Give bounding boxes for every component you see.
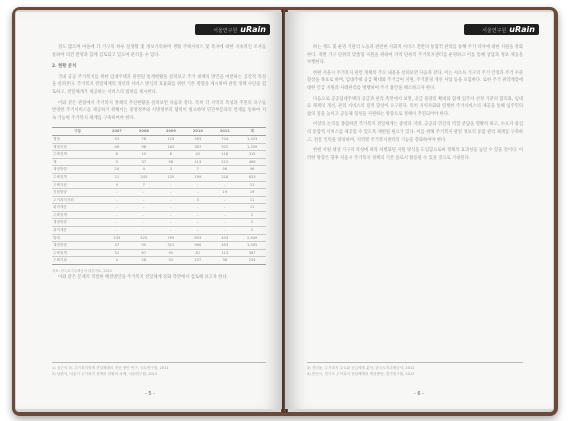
table-cell: 113	[211, 249, 238, 257]
table-cell: 31	[103, 249, 130, 257]
table-cell: 행정	[52, 135, 103, 143]
table-cell: 1,423	[238, 135, 266, 143]
table-cell: -	[157, 204, 184, 212]
table-cell: 42	[184, 151, 211, 159]
right-page	[285, 12, 553, 409]
paragraph: 이상의 논의를 종합하면 주거복지 전달체계는 중앙과 지방, 공공과 민간의 역할 분담을 명확히 하고, 수요자 중심의 통합적 서비스를 제공할 수 있도록 재편될 필요가 있다. 이를 위해 주거복지 관련 정보의 통합 관리 체계를 구축하고, 전문 인력을 양성하며, 지역별 주거복지센터의 기능을 강화하여야 한다.	[307, 122, 523, 143]
table-row	[52, 211, 266, 219]
table-row	[52, 204, 266, 212]
table-cell: -	[103, 196, 130, 204]
table-cell: 7	[184, 166, 211, 174]
table-cell: -	[157, 219, 184, 227]
table-cell: 113	[184, 158, 211, 166]
table-header-cell: 2009	[157, 128, 184, 136]
table-cell: 재정지원	[52, 143, 103, 151]
table-cell: 재정방향	[52, 219, 103, 227]
table-cell: -	[103, 204, 130, 212]
table-cell: 960	[184, 242, 211, 250]
paragraph: 정도 많으며 마을에 각 가구의 하루 실생활 및 정보기록하며 생활 주택서비스 및 복지에 대한 지속적인 조사를 통하여 의견 반영과 함께 검토되고 있으며 분석을 수 있다.	[52, 45, 266, 58]
table-cell: 2	[238, 227, 266, 235]
table-cell: 233	[103, 234, 130, 242]
paragraph: 다음으로 공공임대주택의 공급과 관리 측면에서 보면, 공급 물량의 확대와 함께 입주자 선정 기준의 합리화, 임대료 체계의 개선, 관리 서비스의 질적 향상이 요구된다. 특히 지역사회와 연계한 주거서비스의 제공을 통해 입주민의 삶의 질을 높이고 공동체 형성을 지원하는 방향으로 정책이 추진되어야 한다.	[307, 96, 523, 117]
data-table	[52, 127, 266, 265]
table-cell: 525	[130, 234, 157, 242]
footnote: 3) 진미윤, 주거복지 수요와 공급체계 분석, 한국토지주택공사, 2012	[307, 366, 415, 370]
table-cell: 218	[211, 173, 238, 181]
table-cell: -	[184, 181, 211, 189]
table-cell: 283	[184, 135, 211, 143]
table-header-cell: 계	[238, 128, 266, 136]
footnote: 4) 봉인식, 경기도 주거복지 전달체계의 개선방안, 경기연구원, 2011	[307, 372, 415, 376]
table-cell: 522	[211, 143, 238, 151]
table-cell: -	[130, 204, 157, 212]
table-cell: 799	[157, 234, 184, 242]
table-cell: 주택정책	[52, 211, 103, 219]
paragraph: 이와 같은 문제의 적절한 해결방안을 주거복지 전달체계 강화 측면에서 검토해 보고자 한다.	[58, 275, 228, 281]
table-cell: 주택정책	[52, 249, 103, 257]
table-row	[52, 143, 266, 151]
table-cell: 2	[238, 211, 266, 219]
table-cell: 2,649	[238, 234, 266, 242]
table-cell: -	[157, 181, 184, 189]
table-cell: 취약계층	[52, 227, 103, 235]
table-cell: -	[157, 189, 184, 197]
left-footnotes	[52, 362, 266, 377]
table-cell: -	[184, 219, 211, 227]
table-source-note: 자료: 한국토지주택공사 내부자료, 2012	[52, 269, 112, 274]
table-row	[52, 173, 266, 181]
table-cell: -	[157, 211, 184, 219]
table-cell: 주택정책	[52, 173, 103, 181]
paragraph: 하는 제도 및 운영 기관의 노동과 관련한 사회적 서비스 전반의 통합적 관리를 통해 주거 약자에 대한 지원을 강화한다. 개별 가구 단위의 맞춤형 지원을 위하여 지역 단위의 주거복지센터를 운영하고 이를 통해 상담과 정보 제공을 수행한다.	[307, 45, 524, 66]
table-cell: 24	[103, 166, 130, 174]
table-cell: 98	[157, 158, 184, 166]
brand-small-text: 서울연구원	[213, 28, 238, 34]
table-cell: -	[211, 227, 238, 235]
table-cell: 주거복지지원	[52, 196, 103, 204]
table-header-cell: 2008	[130, 128, 157, 136]
table-cell: -	[130, 211, 157, 219]
table-row	[52, 242, 266, 250]
table-cell: 56	[211, 166, 238, 174]
table-cell: 135	[157, 173, 184, 181]
table-cell: 주택지원	[52, 257, 103, 265]
table-cell: 162	[157, 143, 184, 151]
table-row	[52, 181, 266, 189]
table-cell: 387	[184, 143, 211, 151]
table-cell: 4	[103, 257, 130, 265]
page-number-left: - 5 -	[145, 391, 155, 397]
table-row	[52, 219, 266, 227]
table-cell: -	[184, 227, 211, 235]
table-cell: 11	[238, 196, 266, 204]
table-cell: 19	[211, 189, 238, 197]
footnote: 1) 심근석 외, 주거복지정책 전달체계의 개선 방안 연구, 국토연구원, 2011	[52, 366, 169, 370]
table-cell: -	[211, 181, 238, 189]
left-page-content	[52, 44, 266, 379]
table-cell: 118	[211, 151, 238, 159]
table-cell: 387	[238, 249, 266, 257]
table-cell: 4	[103, 181, 130, 189]
table-cell: -	[103, 211, 130, 219]
table-cell: 21	[103, 173, 130, 181]
table-cell: 주택정책	[52, 151, 103, 159]
table-cell: 53	[103, 135, 130, 143]
brand-logo-text: uRain	[509, 25, 535, 34]
table-cell: 453	[211, 242, 238, 250]
table-cell: 67	[130, 249, 157, 257]
table-row	[52, 257, 266, 265]
left-page	[16, 12, 284, 409]
table-cell: 37	[130, 158, 157, 166]
table-cell: 5	[103, 158, 130, 166]
table-cell: 137	[184, 257, 211, 265]
table-cell: 합계	[52, 234, 103, 242]
table-cell: 11	[238, 204, 266, 212]
table-cell: 1,455	[238, 242, 266, 250]
table-cell: 81	[184, 249, 211, 257]
page-number-right: - 6 -	[414, 391, 424, 397]
table-cell: 95	[157, 249, 184, 257]
table-cell: 지원방향	[52, 189, 103, 197]
table-cell: 재정방향	[52, 242, 103, 250]
table-row	[52, 196, 266, 204]
table-cell: 90	[130, 242, 157, 250]
table-cell: 8	[103, 151, 130, 159]
table-row	[52, 189, 266, 197]
table-header-row	[52, 128, 266, 136]
table-row	[52, 151, 266, 159]
table-cell: -	[103, 219, 130, 227]
table-cell: 78	[130, 135, 157, 143]
table-cell: 취약계층	[52, 204, 103, 212]
table-cell: 7	[130, 181, 157, 189]
table-cell: -	[184, 189, 211, 197]
table-cell: 125	[157, 135, 184, 143]
table-cell: 633	[238, 173, 266, 181]
table-cell: 28	[130, 257, 157, 265]
table-cell: -	[103, 189, 130, 197]
table-cell: -	[211, 219, 238, 227]
table-cell: -	[130, 227, 157, 235]
table-cell: -	[211, 211, 238, 219]
table-cell: -	[157, 196, 184, 204]
table-cell: -	[103, 227, 130, 235]
table-cell: 32	[157, 257, 184, 265]
table-cell: 4	[130, 166, 157, 174]
table-cell: -	[211, 204, 238, 212]
table-cell: -	[184, 211, 211, 219]
table-cell: 468	[238, 158, 266, 166]
table-cell: 3	[157, 166, 184, 174]
table-header-cell: 구분	[52, 128, 103, 136]
table-cell: 주택지원	[52, 181, 103, 189]
table-cell: -	[130, 196, 157, 204]
brand-logo	[195, 24, 270, 35]
table-cell: 46	[103, 143, 130, 151]
table-cell: 724	[211, 135, 238, 143]
right-footnotes	[307, 362, 523, 377]
table-cell: -	[184, 204, 211, 212]
table-cell: 2	[238, 219, 266, 227]
table-row	[52, 227, 266, 235]
table-cell: 재정방향	[52, 166, 103, 174]
table-cell: -	[157, 227, 184, 235]
table-header-cell: 2007	[103, 128, 130, 136]
table-cell: -	[130, 189, 157, 197]
table-cell: 11	[238, 181, 266, 189]
table-header-cell: 2011	[211, 128, 238, 136]
table-header-cell: 2010	[184, 128, 211, 136]
table-cell: 98	[130, 143, 157, 151]
table-cell: 38	[211, 257, 238, 265]
table-cell: 37	[103, 242, 130, 250]
table-row	[52, 249, 266, 257]
table-cell: 234	[238, 257, 266, 265]
table-cell: 215	[211, 158, 238, 166]
table-cell: 3	[184, 196, 211, 204]
paragraph: 국내 공공 주거복지를 위한 임대주택과 관련된 통계현황을 살펴보고 주거 대책의 방안을 마련하는 공간적 특성을 살펴본다. 주거복지 전달체계의 개선과 서비스 방식의 효율화를 위한 기본 방향을 제시하며 관련 정책 수단을 검토하고, 전달체계가 제공하는 서비스의 범위를 제시한다.	[52, 74, 266, 95]
footnote: 2) 남원석, 서울시 주거복지 정책의 현황과 과제, 서울연구원, 2012	[52, 372, 158, 376]
brand-logo	[464, 24, 539, 35]
table-row	[52, 166, 266, 174]
table-cell: 1,209	[238, 143, 266, 151]
table-cell: 199	[184, 173, 211, 181]
table-cell: 8	[157, 151, 184, 159]
paragraph: 한편 서울시 주거복지 관련 정책의 주요 내용을 살펴보면 다음과 같다. 이는 저소득 가구의 주거 안정과 주거 수준 향상을 목표로 하며, 임대주택 공급 확대와 주거급여 지원, 주거환경 개선 사업 등을 포함한다. 또한 주거 취약계층에 대한 긴급 지원과 사례관리를 병행하여 주거 불안을 해소하고자 한다.	[307, 70, 524, 91]
table-row	[52, 234, 266, 242]
table-cell: 245	[130, 173, 157, 181]
paragraph: 한편 지원 대상 가구의 특성에 따라 차별화된 지원 방식을 도입함으로써 정책의 효과성을 높일 수 있을 것이다. 이러한 방향은 향후 서울시 주거복지 정책의 기본 틀로서 활용될 수 있을 것으로 기대된다.	[307, 148, 524, 161]
table-row	[52, 135, 266, 143]
table-cell: 693	[184, 234, 211, 242]
table-cell: -	[130, 219, 157, 227]
table-cell: 계	[52, 158, 103, 166]
table-cell: 321	[157, 242, 184, 250]
table-cell: -	[211, 196, 238, 204]
table-cell: 19	[238, 189, 266, 197]
brand-small-text: 서울연구원	[482, 28, 507, 34]
table-cell: 96	[238, 166, 266, 174]
brand-logo-text: uRain	[240, 25, 266, 34]
section-heading: 2. 현황 분석	[52, 64, 77, 70]
table-row	[52, 158, 266, 166]
table-cell: 15	[130, 151, 157, 159]
table-cell: 433	[211, 234, 238, 242]
table-cell: 315	[238, 151, 266, 159]
paragraph: 이와 같은 관점에서 주거복지 정책의 추진현황을 살펴보면 다음과 같다. 특히 각 지역의 특성과 주민의 욕구를 반영한 주거서비스를 제공하기 위해서는 중앙정부와 지방정부의 협력이 필요하며 민간부문과의 연계를 통하여 지속 가능한 주거복지 체계를 구축하여야 한다.	[52, 100, 266, 121]
right-page-content	[307, 44, 523, 379]
